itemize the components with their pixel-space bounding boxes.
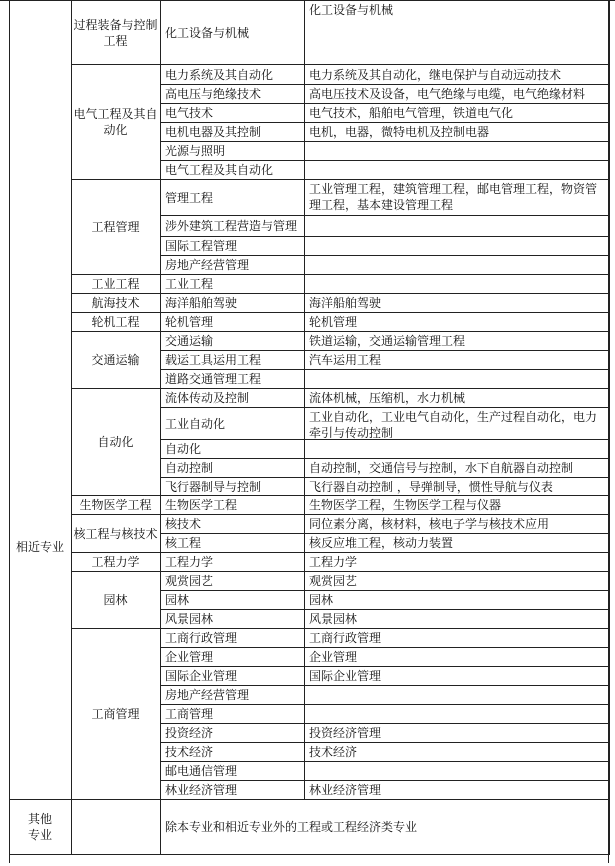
detail-cell [304,440,610,459]
detail-cell: 高电压技术及设备，电气绝缘与电缆，电气绝缘材料 [304,85,610,104]
major-cell: 房地产经营管理 [160,686,305,705]
major-cell: 工程力学 [160,553,305,572]
subject-cell: 工商管理 [71,629,161,800]
detail-cell: 自动控制，交通信号与控制，水下自航器自动控制 [304,459,610,478]
category-cell [9,1,72,294]
subject-cell: 工业工程 [71,275,161,294]
major-cell: 核工程 [160,534,305,553]
detail-cell: 林业经济管理 [304,781,610,800]
major-cell: 涉外建筑工程营造与管理 [160,216,305,237]
major-cell: 电机电器及其控制 [160,123,305,142]
major-cell: 自动化 [160,440,305,459]
subject-cell: 轮机工程 [71,313,161,332]
detail-cell: 飞行器自动控制 ，导弹制导，惯性导航与仪表 [304,478,610,496]
detail-cell: 铁道运输，交通运输管理工程 [304,332,610,351]
detail-cell [304,370,610,389]
detail-cell [304,142,610,161]
major-cell: 轮机管理 [160,313,305,332]
detail-cell: 电力系统及其自动化，继电保护与自动远动技术 [304,65,610,85]
major-cell: 电气工程及其自动化 [160,161,305,180]
subject-cell: 园林 [71,572,161,629]
subject-cell: 生物医学工程 [71,496,161,515]
major-cell: 企业管理 [160,648,305,667]
major-cell: 高电压与绝缘技术 [160,85,305,104]
major-cell: 流体传动及控制 [160,389,305,408]
detail-cell: 工业自动化，工业电气自动化，生产过程自动化，电力牵引与传动控制 [304,408,610,440]
detail-cell [304,686,610,705]
detail-cell: 风景园林 [304,610,610,629]
detail-cell [304,161,610,180]
major-cell: 交通运输 [160,332,305,351]
detail-cell: 技术经济 [304,743,610,762]
major-cell: 工商管理 [160,705,305,724]
major-cell: 技术经济 [160,743,305,762]
detail-cell: 汽车运用工程 [304,351,610,370]
subject-cell: 过程装备与控制工程 [71,1,161,65]
detail-cell: 园林 [304,591,610,610]
detail-cell: 生物医学工程，生物医学工程与仪器 [304,496,610,515]
detail-cell: 轮机管理 [304,313,610,332]
major-cell: 风景园林 [160,610,305,629]
major-cell: 电力系统及其自动化 [160,65,305,85]
detail-cell: 投资经济管理 [304,724,610,743]
detail-cell: 工程力学 [304,553,610,572]
major-cell: 林业经济管理 [160,781,305,800]
major-cell: 工业自动化 [160,408,305,440]
major-cell: 邮电通信管理 [160,762,305,781]
detail-cell: 电机，电器，微特电机及控制电器 [304,123,610,142]
subject-cell: 交通运输 [71,332,161,389]
detail-cell: 企业管理 [304,648,610,667]
major-cell: 国际工程管理 [160,237,305,256]
major-cell: 管理工程 [160,180,305,216]
detail-cell [304,256,610,275]
detail-cell: 核反应堆工程，核动力装置 [304,534,610,553]
category-cell: 相近专业 [9,294,72,800]
detail-cell: 同位素分离，核材料，核电子学与核技术应用 [304,515,610,534]
category-cell-other: 其他专业 [9,800,72,855]
major-cell: 电气技术 [160,104,305,123]
major-cell: 国际企业管理 [160,667,305,686]
subject-cell-empty [71,800,161,855]
major-cell: 工业工程 [160,275,305,294]
detail-cell [304,237,610,256]
major-cell: 载运工具运用工程 [160,351,305,370]
other-description-cell: 除本专业和相近专业外的工程或工程经济类专业 [160,800,610,855]
subject-cell: 工程力学 [71,553,161,572]
major-cell: 生物医学工程 [160,496,305,515]
detail-cell [304,762,610,781]
detail-cell: 海洋船舶驾驶 [304,294,610,313]
detail-cell: 工业管理工程，建筑管理工程，邮电管理工程，物资管理工程，基本建设管理工程 [304,180,610,216]
major-cell: 房地产经营管理 [160,256,305,275]
subject-cell: 自动化 [71,389,161,496]
major-cell: 飞行器制导与控制 [160,478,305,496]
major-cell: 工商行政管理 [160,629,305,648]
detail-cell [304,705,610,724]
detail-cell: 化工设备与机械 [304,1,610,65]
major-cell: 道路交通管理工程 [160,370,305,389]
subject-cell: 电气工程及其自动化 [71,65,161,180]
detail-cell [304,275,610,294]
subject-cell: 核工程与核技术 [71,515,161,553]
detail-cell: 国际企业管理 [304,667,610,686]
major-cell: 投资经济 [160,724,305,743]
major-cell: 光源与照明 [160,142,305,161]
major-cell: 化工设备与机械 [160,1,305,65]
major-cell: 核技术 [160,515,305,534]
detail-cell: 流体机械，压缩机，水力机械 [304,389,610,408]
detail-cell [304,216,610,237]
major-cell: 自动控制 [160,459,305,478]
major-cell: 观赏园艺 [160,572,305,591]
detail-cell: 电气技术，船舶电气管理，铁道电气化 [304,104,610,123]
major-cell: 园林 [160,591,305,610]
detail-cell: 观赏园艺 [304,572,610,591]
major-cell: 海洋船舶驾驶 [160,294,305,313]
subject-cell: 航海技术 [71,294,161,313]
detail-cell: 工商行政管理 [304,629,610,648]
subject-cell: 工程管理 [71,180,161,275]
